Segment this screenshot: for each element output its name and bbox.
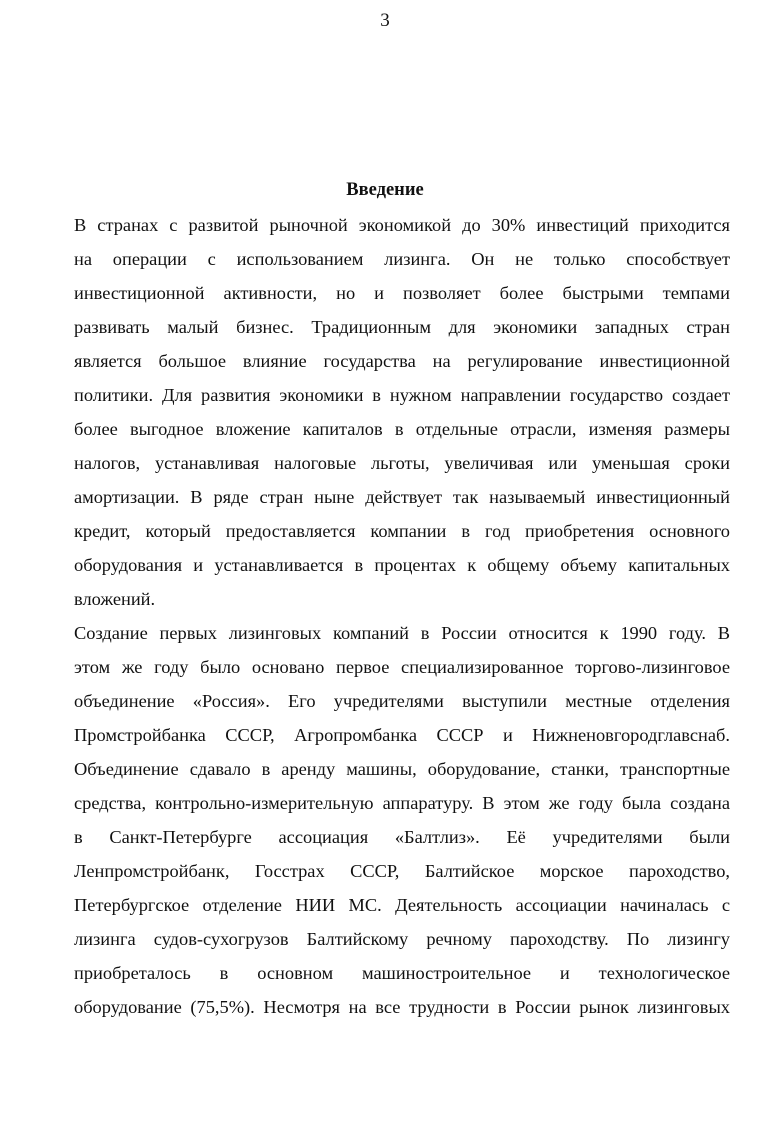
text-line: средства, контрольно-измерительную аппаратуру. В этом же году была создана [74,793,730,813]
text-line: на операции с использованием лизинга. Он не только способствует [74,249,730,269]
paragraph-1 [62,208,730,616]
text-line: Промстройбанка СССР, Агропромбанка СССР и Нижненовгородглавснаб. [74,725,730,745]
text-line: вложений. [74,589,156,609]
page-number: 3 [380,10,390,31]
text-line: является большое влияние государства на регулирование инвестиционной [74,351,730,371]
text-line: оборудование (75,5%). Несмотря на все трудности в России рынок лизинговых [74,997,730,1017]
text-line: политики. Для развития экономики в нужном направлении государство создает [74,385,730,405]
text-line: объединение «Россия». Его учредителями выступили местные отделения [74,691,730,711]
text-line: Петербургское отделение НИИ МС. Деятельность ассоциации начиналась с [74,895,730,915]
text-line: этом же году было основано первое специализированное торгово-лизинговое [74,657,730,677]
paragraph-2 [62,616,730,1024]
text-line: развивать малый бизнес. Традиционным для экономики западных стран [74,317,730,337]
text-line: оборудования и устанавливается в процентах к общему объему капитальных [74,555,730,575]
text-line: кредит, который предоставляется компании в год приобретения основного [74,521,730,541]
text-line: Создание первых лизинговых компаний в России относится к 1990 году. В [74,623,730,643]
text-line: в Санкт-Петербурге ассоциация «Балтлиз». Её учредителями были [74,827,730,847]
text-line: приобреталось в основном машиностроительное и технологическое [74,963,730,983]
text-line: амортизации. В ряде стран ныне действует так называемый инвестиционный [74,487,730,507]
text-line: лизинга судов-сухогрузов Балтийскому речному пароходству. По лизингу [74,929,730,949]
text-line: инвестиционной активности, но и позволяет более быстрыми темпами [74,283,730,303]
section-heading: Введение [346,180,424,200]
text-line: налогов, устанавливая налоговые льготы, увеличивая или уменьшая сроки [74,453,730,473]
text-line: В странах с развитой рыночной экономикой до 30% инвестиций приходится [74,215,730,235]
body-text [62,208,730,1024]
text-line: Ленпромстройбанк, Госстрах СССР, Балтийское морское пароходство, [74,861,730,881]
text-line: Объединение сдавало в аренду машины, оборудование, станки, транспортные [74,759,730,779]
text-line: более выгодное вложение капиталов в отдельные отрасли, изменяя размеры [74,419,730,439]
